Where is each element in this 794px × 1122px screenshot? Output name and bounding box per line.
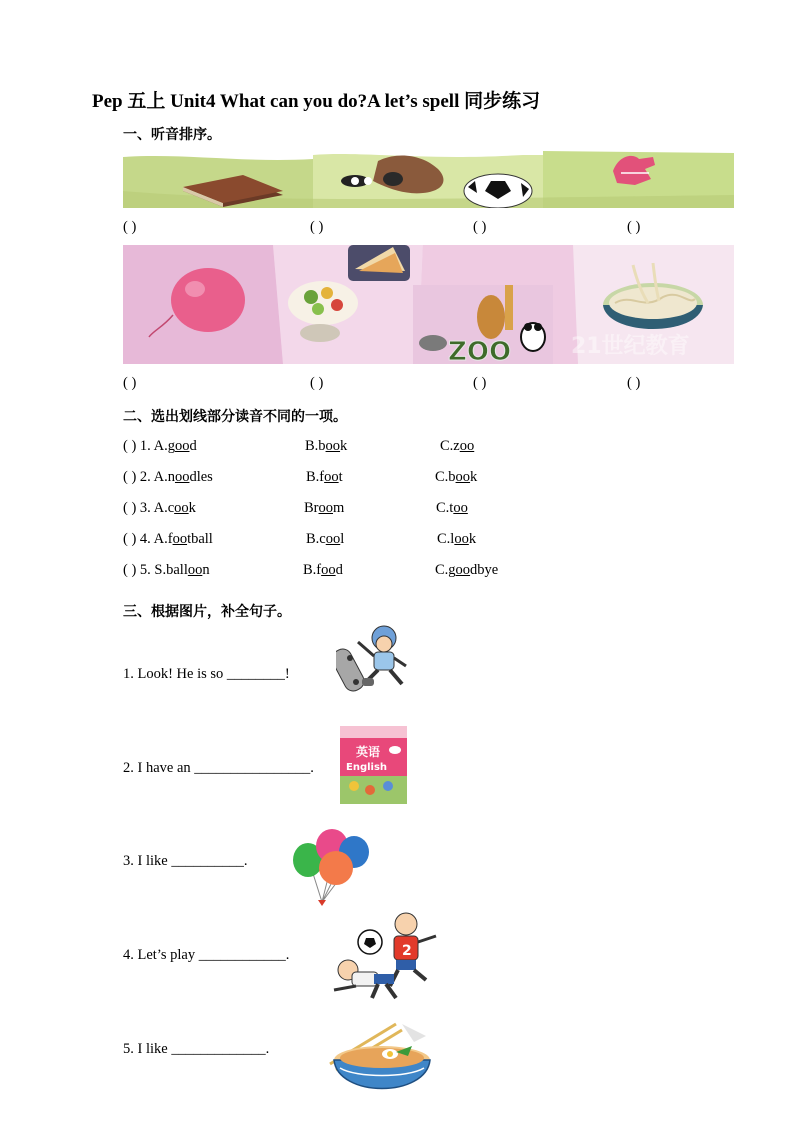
picture-strip-bottom <box>123 245 734 364</box>
question-row: ( ) 3. A.cook <box>123 500 196 516</box>
svg-text:English: English <box>346 762 388 773</box>
watermark: 21世纪教育 <box>571 334 690 359</box>
question-row: ( ) 5. S.balloon <box>123 562 210 578</box>
answer-blank: ( ) <box>473 375 487 391</box>
picture-strip-top <box>123 151 734 208</box>
part3-heading: 三、根据图片，补全句子。 <box>123 604 291 620</box>
question-row: ( ) 4. A.football <box>123 531 213 547</box>
option-c: C.zoo <box>440 438 475 454</box>
part1-heading: 一、听音排序。 <box>123 127 221 143</box>
sentence-2: 2. I have an ________________. <box>123 760 314 776</box>
option-b: B.cool <box>306 531 345 547</box>
sentence-4: 4. Let’s play ____________. <box>123 947 290 963</box>
sentence-5: 5. I like _____________. <box>123 1041 270 1057</box>
balloons-picture <box>290 826 372 910</box>
answer-blank: ( ) <box>627 219 641 235</box>
option-c: C.book <box>435 469 478 485</box>
noodle-bowl-picture <box>326 1018 436 1106</box>
svg-text:2: 2 <box>402 943 412 959</box>
option-c: C.too <box>436 500 468 516</box>
sentence-1: 1. Look! He is so ________! <box>123 666 290 682</box>
part2-heading: 二、选出划线部分读音不同的一项。 <box>123 409 347 425</box>
answer-blank: ( ) <box>627 375 641 391</box>
question-row: ( ) 2. A.noodles <box>123 469 213 485</box>
question-row: ( ) 1. A.good <box>123 438 197 454</box>
answer-blank: ( ) <box>123 219 137 235</box>
answer-blank: ( ) <box>310 219 324 235</box>
answer-blank: ( ) <box>123 375 137 391</box>
option-c: C.look <box>437 531 477 547</box>
football-players-picture <box>326 910 444 1002</box>
page-title: Pep 五上 Unit4 What can you do?A let’s spell 同步练习 <box>92 91 541 112</box>
skateboarder-picture <box>336 622 420 698</box>
english-book-picture <box>340 726 407 804</box>
sentence-3: 3. I like __________. <box>123 853 248 869</box>
option-b: B.food <box>303 562 343 578</box>
zoo-icon <box>413 285 553 364</box>
option-b: B.foot <box>306 469 343 485</box>
svg-text:英语: 英语 <box>356 745 381 759</box>
option-b: B.book <box>305 438 348 454</box>
answer-blank: ( ) <box>310 375 324 391</box>
option-b: Broom <box>304 500 345 516</box>
answer-blank: ( ) <box>473 219 487 235</box>
football-icon <box>464 174 532 208</box>
sandwich-icon <box>348 245 410 281</box>
svg-text:ZOO: ZOO <box>448 337 512 364</box>
option-c: C.goodbye <box>435 562 499 578</box>
